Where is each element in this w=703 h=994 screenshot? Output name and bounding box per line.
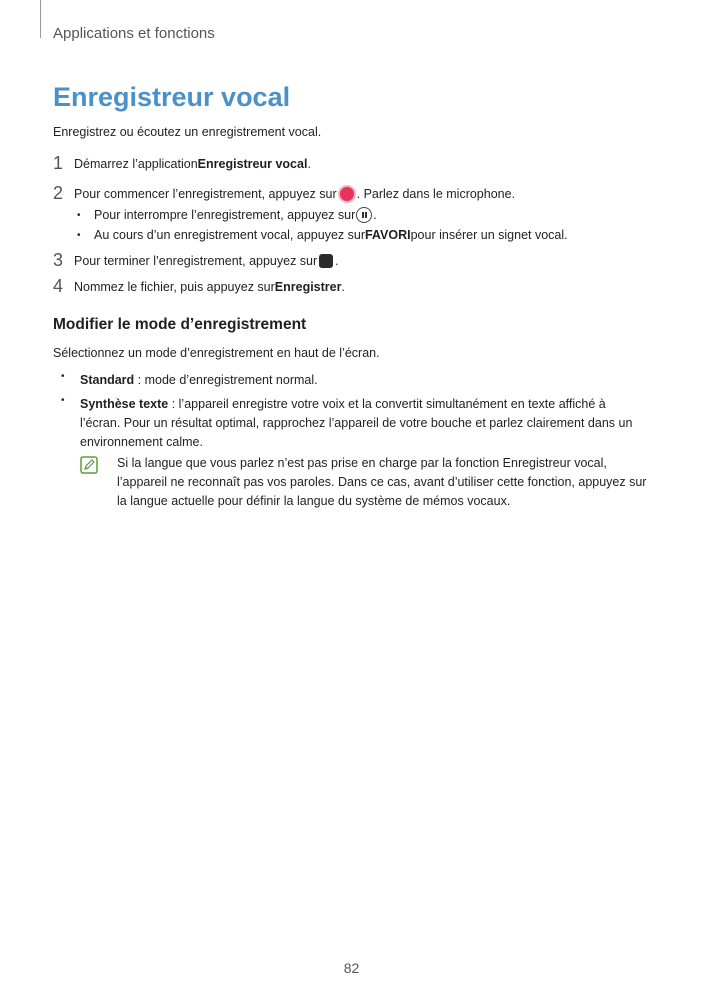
section-heading: Modifier le mode d’enregistrement — [53, 316, 307, 333]
mode-name: Synthèse texte — [80, 397, 169, 411]
note-text: Si la langue que vous parlez n’est pas prise en charge par la fonction Enregistreur vocal, l’appareil ne reconnaît pas vos paroles. Dans ce cas, avant d’utiliser cette fonction, appuyez sur la langue actuelle pour définir la langue du système de mémos vocaux. — [117, 456, 647, 508]
step-text-end: . — [335, 253, 339, 268]
sub-text: Au cours d’un enregistrement vocal, appuyez sur — [94, 228, 365, 242]
step-text-end: . — [341, 279, 345, 294]
step-number: 2 — [53, 183, 64, 203]
step-text: Nommez le fichier, puis appuyez sur — [74, 279, 275, 294]
step-number: 1 — [53, 153, 64, 173]
header-divider — [40, 0, 41, 38]
sub-text-end: pour insérer un signet vocal. — [410, 228, 568, 242]
step-4 — [53, 276, 345, 297]
sub-item-1 — [74, 207, 377, 223]
bullet: • — [61, 371, 65, 382]
step-text: Pour commencer l’enregistrement, appuyez sur — [74, 186, 337, 201]
step-2 — [53, 183, 515, 204]
pause-button-icon — [356, 207, 372, 223]
step-number: 4 — [53, 276, 64, 296]
step-text: Démarrez l’application — [74, 156, 198, 171]
bullet: • — [61, 395, 65, 406]
step-text: Pour terminer l’enregistrement, appuyez sur — [74, 253, 318, 268]
step-text-end: . — [307, 156, 311, 171]
sub-text: Pour interrompre l’enregistrement, appuyez sur — [94, 208, 356, 222]
step-number: 3 — [53, 250, 64, 270]
record-button-icon — [338, 185, 356, 203]
save-label: Enregistrer — [274, 279, 342, 294]
step-1 — [53, 153, 311, 174]
page-number: 82 — [343, 960, 360, 976]
sub-item-2 — [74, 228, 568, 242]
sub-text-end: . — [373, 208, 377, 222]
mode-description: : mode d’enregistrement normal. — [134, 373, 318, 387]
step-text-end: . Parlez dans le microphone. — [356, 186, 516, 201]
bullet-item-2 — [53, 395, 635, 452]
bullet: • — [77, 209, 81, 221]
bullet-item-1 — [53, 371, 640, 390]
favori-label: FAVORI — [364, 228, 411, 242]
note-pencil-icon — [80, 456, 98, 474]
bullet: • — [77, 229, 81, 241]
mode-name: Standard — [80, 373, 135, 387]
note-box — [80, 454, 647, 511]
mode-description: : l’appareil enregistre votre voix et la convertit simultanément en texte affiché à l’écran. Pour un résultat optimal, rapprochez l’appareil de votre bouche et parlez clairement dans un environnement calme. — [80, 397, 633, 449]
section-text: Sélectionnez un mode d’enregistrement en haut de l’écran. — [53, 346, 380, 360]
app-name: Enregistreur vocal — [197, 156, 308, 171]
step-3 — [53, 250, 339, 271]
stop-button-icon — [319, 254, 333, 268]
intro-text: Enregistrez ou écoutez un enregistrement vocal. — [53, 125, 322, 139]
page-header: Applications et fonctions — [53, 25, 215, 42]
page-title: Enregistreur vocal — [53, 82, 291, 112]
